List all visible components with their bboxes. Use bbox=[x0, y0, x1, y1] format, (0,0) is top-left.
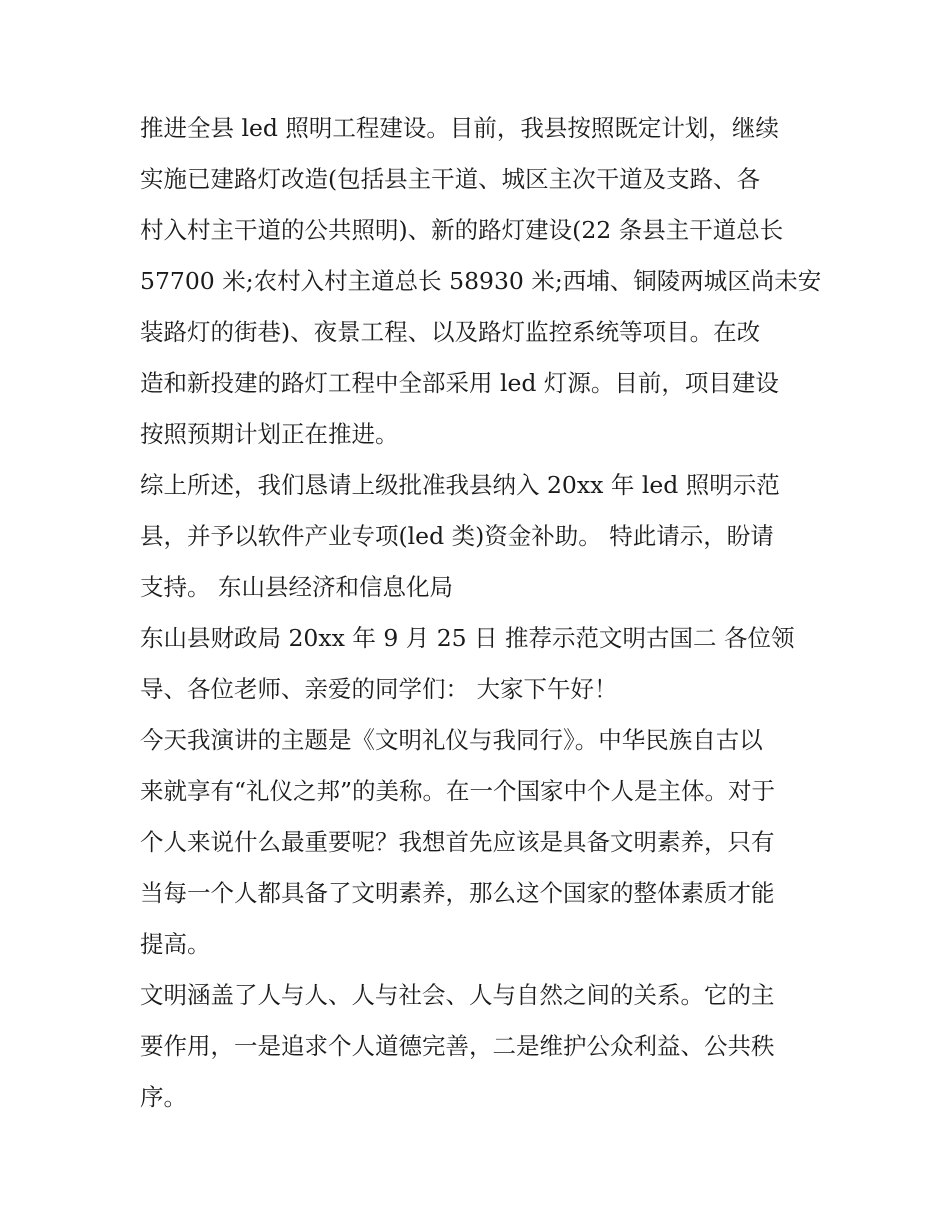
text-line: 来就享有“礼仪之邦”的美称。在一个国家中个人是主体。对于 bbox=[140, 777, 776, 805]
paragraph-civilization bbox=[140, 970, 820, 1123]
text-line: 文明涵盖了人与人、人与社会、人与自然之间的关系。它的主 bbox=[140, 981, 775, 1009]
text-line: 今天我演讲的主题是《文明礼仪与我同行》。中华民族自古以 bbox=[140, 726, 763, 754]
text-line: 县，并予以软件产业专项(led 类)资金补助。 特此请示，盼请 bbox=[140, 522, 774, 550]
paragraph-speech-theme bbox=[140, 715, 820, 970]
document-body bbox=[140, 103, 820, 1123]
text-line: 提高。 bbox=[140, 930, 211, 958]
text-line: 推进全县 led 照明工程建设。目前，我县按照既定计划，继续 bbox=[140, 114, 779, 142]
text-line: 导、各位老师、亲爱的同学们： 大家下午好！ bbox=[140, 675, 618, 703]
text-line: 57700 米;农村入村主道总长 58930 米;西埔、铜陵两城区尚未安 bbox=[140, 267, 822, 295]
text-line: 当每一个人都具备了文明素养，那么这个国家的整体素质才能 bbox=[140, 879, 775, 907]
text-line: 实施已建路灯改造(包括县主干道、城区主次干道及支路、各 bbox=[140, 165, 761, 193]
text-line: 个人来说什么最重要呢？我想首先应该是具备文明素养，只有 bbox=[140, 828, 775, 856]
paragraph-request bbox=[140, 460, 820, 613]
text-line: 东山县财政局 20xx 年 9 月 25 日 推荐示范文明古国二 各位领 bbox=[140, 624, 795, 652]
text-line: 综上所述，我们恳请上级批准我县纳入 20xx 年 led 照明示范 bbox=[140, 471, 780, 499]
text-line: 支持。 东山县经济和信息化局 bbox=[140, 573, 453, 601]
text-line: 造和新投建的路灯工程中全部采用 led 灯源。目前，项目建设 bbox=[140, 369, 779, 397]
text-line: 村入村主干道的公共照明)、新的路灯建设(22 条县主干道总长 bbox=[140, 216, 784, 244]
text-line: 装路灯的街巷)、夜景工程、以及路灯监控系统等项目。在改 bbox=[140, 318, 761, 346]
paragraph-led-project bbox=[140, 103, 820, 460]
text-line: 要作用，一是追求个人道德完善，二是维护公众利益、公共秩 bbox=[140, 1032, 775, 1060]
text-line: 按照预期计划正在推进。 bbox=[140, 420, 399, 448]
paragraph-signature-greeting bbox=[140, 613, 820, 715]
text-line: 序。 bbox=[140, 1083, 187, 1111]
